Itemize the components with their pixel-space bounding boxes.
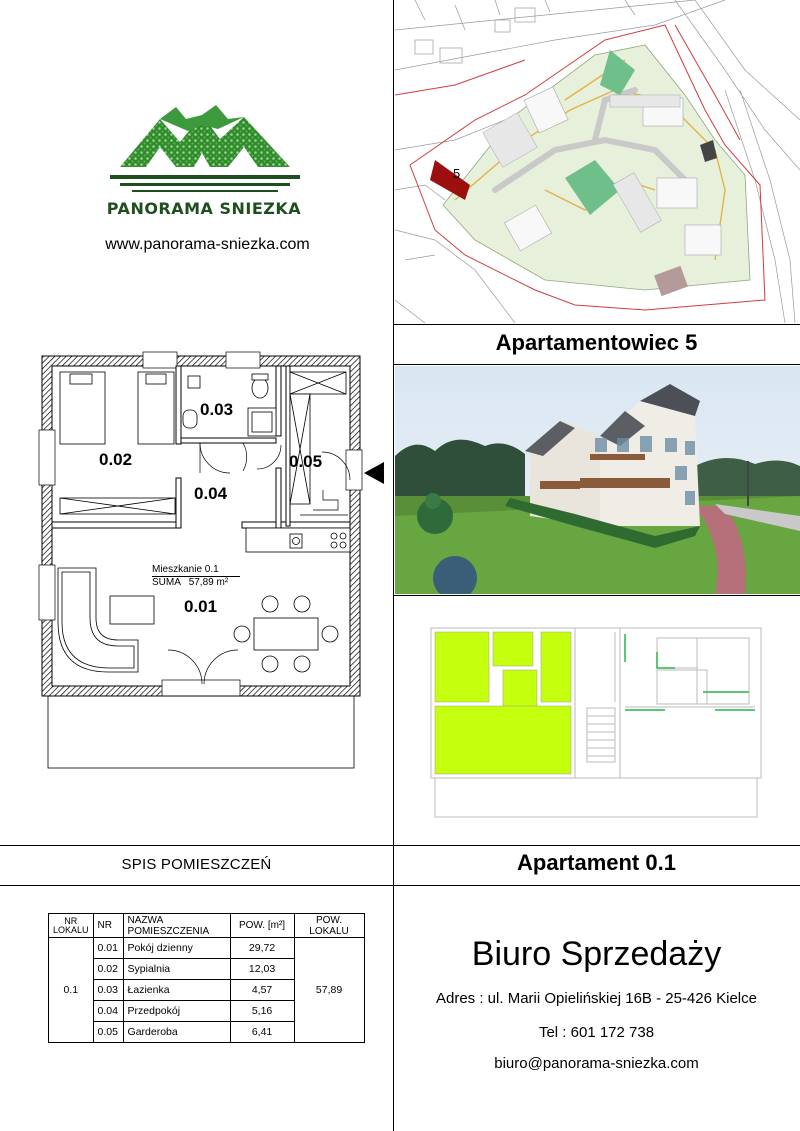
room-area-cell: 12,03 xyxy=(230,959,294,980)
building-render xyxy=(395,366,800,594)
floor-plan xyxy=(38,350,368,772)
pointer-arrow-icon xyxy=(362,460,386,486)
unit-area-cell: 57,89 xyxy=(294,938,364,1043)
header-unit-area: POW. LOKALU xyxy=(294,914,364,938)
website-link[interactable]: www.panorama-sniezka.com xyxy=(105,236,310,253)
brand-name: PANORAMA SNIEZKA xyxy=(106,199,302,218)
site-map xyxy=(395,0,800,323)
apartment-title: Apartament 0.1 xyxy=(517,850,676,875)
room-area-cell: 6,41 xyxy=(230,1022,294,1043)
room-name-cell: Sypialnia xyxy=(123,959,230,980)
room-name-cell: Przedpokój xyxy=(123,1001,230,1022)
room-name-cell: Garderoba xyxy=(123,1022,230,1043)
divider xyxy=(393,595,800,596)
room-name-cell: Pokój dzienny xyxy=(123,938,230,959)
header-nr: NR xyxy=(93,914,123,938)
room-area-cell: 5,16 xyxy=(230,1001,294,1022)
room-area-cell: 4,57 xyxy=(230,980,294,1001)
room-label-0-04: 0.04 xyxy=(194,484,228,503)
apartment-tag-sum xyxy=(152,576,240,589)
header-area: POW. [m²] xyxy=(230,914,294,938)
room-table xyxy=(48,913,365,1043)
apartment-tag-sum-value: 57,89 m² xyxy=(188,577,229,588)
sales-office-email[interactable]: biuro@panorama-sniezka.com xyxy=(494,1055,699,1072)
sales-office-phone[interactable]: Tel : 601 172 738 xyxy=(538,1024,655,1041)
mountain-logo-icon xyxy=(98,67,310,197)
apartment-tag-sum-label: SUMA xyxy=(152,577,181,588)
apartment-tag-name: Mieszkanie 0.1 xyxy=(152,564,219,575)
room-label-0-03: 0.03 xyxy=(200,400,234,419)
room-nr-cell: 0.05 xyxy=(93,1022,123,1043)
sales-office-address: Adres : ul. Marii Opielińskiej 16B - 25-426 Kielce xyxy=(436,990,757,1007)
divider xyxy=(393,364,800,365)
room-nr-cell: 0.02 xyxy=(93,959,123,980)
table-header-row xyxy=(49,914,365,938)
sales-office-title: Biuro Sprzedaży xyxy=(471,935,722,973)
room-area-cell: 29,72 xyxy=(230,938,294,959)
room-label-0-01: 0.01 xyxy=(184,597,218,616)
room-name-cell: Łazienka xyxy=(123,980,230,1001)
key-plan xyxy=(425,622,770,820)
room-list-title: SPIS POMIESZCZEŃ xyxy=(121,856,272,873)
unit-no-cell: 0.1 xyxy=(49,938,94,1043)
room-nr-cell: 0.04 xyxy=(93,1001,123,1022)
header-unit-no: NR LOKALU xyxy=(49,914,94,938)
brand-logo xyxy=(98,67,310,235)
divider xyxy=(0,845,800,846)
room-nr-cell: 0.01 xyxy=(93,938,123,959)
room-label-0-02: 0.02 xyxy=(99,450,133,469)
building-marker: 5 xyxy=(453,166,461,181)
room-nr-cell: 0.03 xyxy=(93,980,123,1001)
building-title: Apartamentowiec 5 xyxy=(495,330,698,355)
apartment-area-tag xyxy=(152,564,240,589)
divider xyxy=(393,324,800,325)
room-label-0-05: 0.05 xyxy=(289,452,323,471)
table-row xyxy=(49,938,365,959)
divider xyxy=(0,885,800,886)
header-name: NAZWA POMIESZCZENIA xyxy=(123,914,230,938)
